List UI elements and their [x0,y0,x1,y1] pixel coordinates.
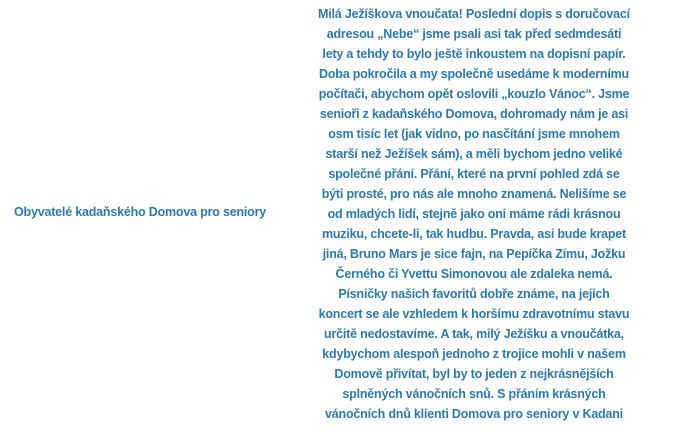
sender-label: Obyvatelé kadaňského Domova pro seniory [14,205,267,219]
letter-line: kdybychom alespoň jednoho z trojice mohli v našem [322,347,626,361]
letter-line: jiná, Bruno Mars je sice fajn, na Pepíčka Zímu, Jožku [322,247,626,261]
letter-line: určitě nedostavíme. A tak, milý Ježíšku a vnoučátka, [324,327,624,341]
letter-line: Domově přivítat, byl by to jeden z nejkrásnějších [334,367,614,381]
letter-line: Černého či Yvettu Simonovou ale zdaleka nemá. [335,267,613,281]
letter-line: Milá Ježíškova vnoučata! Poslední dopis s doručovací [318,7,630,21]
letter-line: adresou „Nebe“ jsme psali asi tak před sedmdesáti [326,27,622,41]
letter-line: Písničky našich favoritů dobře známe, na jejich [338,287,610,301]
letter-line: muziku, chcete-li, tak hudbu. Pravda, asi bude krapet [321,227,627,241]
letter-line: starší než Ježíšek sám), a měli bychom jedno veliké [325,147,623,161]
letter-line: býti prosté, pro nás ale mnoho znamená. Nelišíme se [321,187,627,201]
letter-line: splněných vánočních snů. S přáním krásných [342,387,606,401]
letter-line: senioři z kadaňského Domova, dohromady nám je asi [319,107,629,121]
letter-line: osm tisíc let (jak vidno, po nasčítání jsme mnohem [328,127,620,141]
letter-line: počítači, abychom opět oslovili „kouzlo Vánoc“. Jsme [318,87,630,101]
letter-line: Doba pokročila a my společně usedáme k modernímu [319,67,629,81]
letter-line: společné přání. Přání, které na první pohled zdá se [328,167,620,181]
letter-text [318,4,630,424]
letter-line: koncert se ale vzhledem k horšímu zdravotnímu stavu [318,307,630,321]
letter-line: od mladých lidí, stejně jako oni máme rádi krásnou [327,207,621,221]
letter-line: vánočních dnů klienti Domova pro seniory v Kadani [325,407,623,421]
letter-line: lety a tehdy to bylo ještě inkoustem na dopisní papír. [322,47,626,61]
